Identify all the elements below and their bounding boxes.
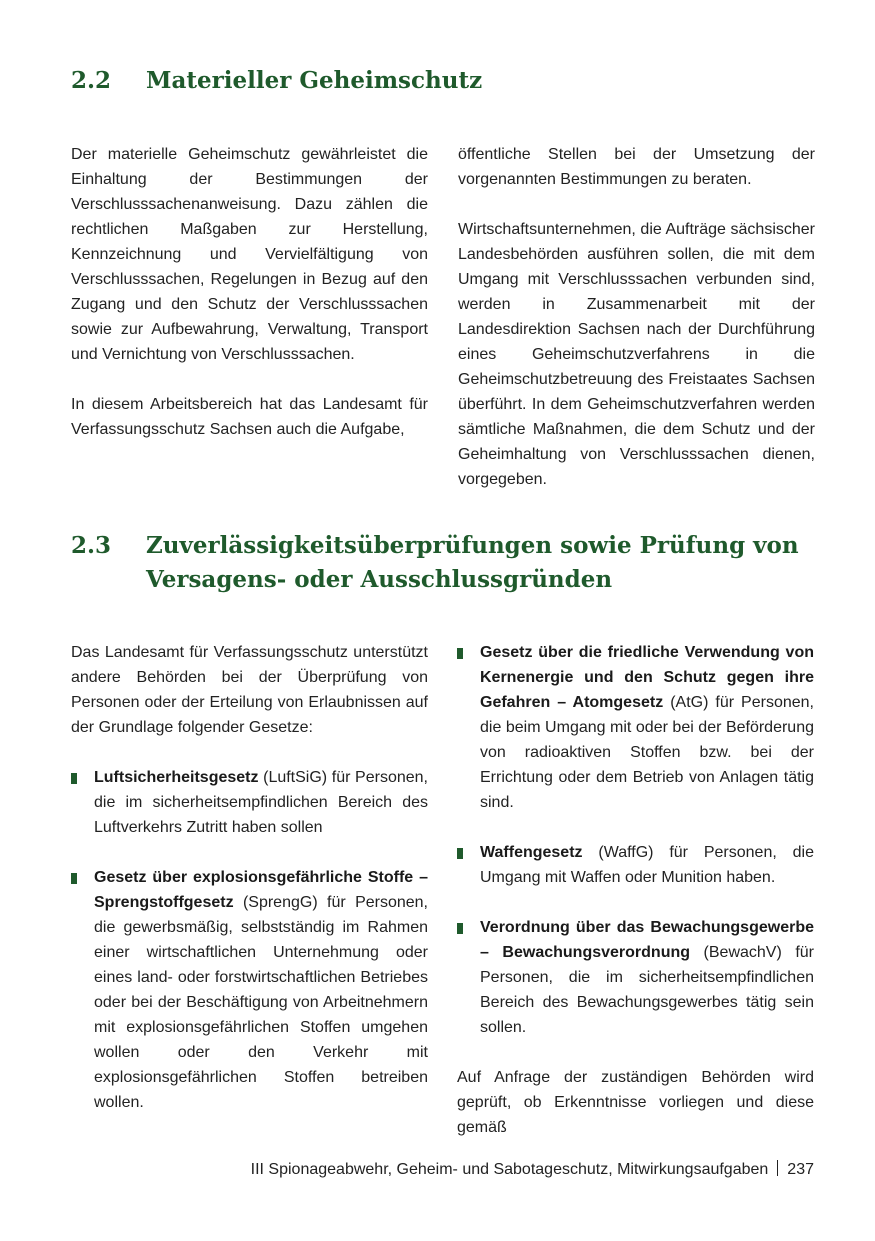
section-2-3-heading xyxy=(71,529,811,597)
law-list-item-waffg xyxy=(457,840,814,890)
section-number: 2.3 xyxy=(71,532,112,559)
section-title: Materieller Geheimschutz xyxy=(146,67,483,94)
law-name: Verordnung über das Bewachungsgewerbe – Bewachungsverordnung xyxy=(480,919,814,961)
bullet-icon xyxy=(457,648,463,659)
closing-paragraph: Auf Anfrage der zuständigen Behörden wird geprüft, ob Erkenntnisse vorliegen und diese gemäß xyxy=(457,1069,814,1136)
law-description: (AtG) für Personen, die beim Umgang mit oder bei der Beförderung von radioaktiven Stoffen bzw. bei der Errichtung oder dem Betrieb von Anlagen tätig sind. xyxy=(480,694,814,811)
law-description: (BewachV) für Personen, die im sicherheitsempfindlichen Bereich des Bewachungsgewerbes tätig sein sollen. xyxy=(480,944,815,1036)
law-list-item-sprengg xyxy=(71,865,428,1115)
chapter-title: III Spionageabwehr, Geheim- und Sabotageschutz, Mitwirkungsaufgaben xyxy=(250,1161,769,1178)
section-2-2-heading xyxy=(71,64,771,98)
law-list-item-luftsig xyxy=(71,765,428,840)
law-name: Gesetz über die friedliche Verwendung von Kernenergie und den Schutz gegen ihre Gefahren – Atomgesetz xyxy=(480,644,814,711)
law-name: Luftsicherheitsgesetz xyxy=(94,769,259,786)
law-list-item-bewachv xyxy=(457,915,814,1040)
section-title-line-1: Zuverlässigkeitsüberprüfungen sowie Prüfung von xyxy=(146,532,799,559)
law-description: (WaffG) für Personen, die Umgang mit Waffen oder Munition haben. xyxy=(480,844,814,886)
law-name: Waffengesetz xyxy=(480,844,583,861)
law-name: Gesetz über explosionsgefährliche Stoffe – Sprengstoffgesetz xyxy=(94,869,428,911)
section-number: 2.2 xyxy=(71,67,112,94)
footer-divider xyxy=(777,1160,778,1176)
section-2-3-left-column xyxy=(71,640,428,1115)
section-title-line-2: Versagens- oder Ausschlussgründen xyxy=(146,566,613,593)
bullet-icon xyxy=(71,773,77,784)
section-2-2-right-column xyxy=(458,142,815,492)
paragraph: öffentliche Stellen bei der Umsetzung der vorgenannten Bestimmungen zu beraten. xyxy=(458,146,815,188)
page-footer xyxy=(200,1160,814,1179)
paragraph: Wirtschaftsunternehmen, die Aufträge sächsischer Landesbehörden ausführen sollen, die mit dem Umgang mit Verschlusssachen verbunden sind, werden in Zusammenarbeit mit der Landesdirektion Sachsen nach der Durchführung eines Geheimschutzverfahrens in die Geheimschutzbetreuung des Freistaates Sachsen überführt. In dem Geheimschutzverfahren werden sämtliche Maßnahmen, die dem Schutz und der Geheimhaltung von Verschlusssachen dienen, vorgegeben. xyxy=(458,221,815,488)
section-2-2-left-column xyxy=(71,142,428,442)
bullet-icon xyxy=(457,848,463,859)
bullet-icon xyxy=(457,923,463,934)
law-description: (SprengG) für Personen, die gewerbsmäßig, selbstständig im Rahmen einer wirtschaftlichen Unternehmung oder eines land- oder forstwirtschaftlichen Betriebes oder bei der Beschäftigung von Arbeitnehmern mit explosionsgefährlichen Stoffen umgehen wollen oder den Verkehr mit explosionsgefährlichen Stoffen betreiben wollen. xyxy=(94,894,428,1111)
paragraph: In diesem Arbeitsbereich hat das Landesamt für Verfassungsschutz Sachsen auch die Aufgabe, xyxy=(71,396,428,438)
section-2-3-right-column xyxy=(457,640,814,1140)
intro-paragraph: Das Landesamt für Verfassungsschutz unterstützt andere Behörden bei der Überprüfung von Personen oder der Erteilung von Erlaubnissen auf der Grundlage folgender Gesetze: xyxy=(71,644,428,736)
law-description: (LuftSiG) für Personen, die im sicherheitsempfindlichen Bereich des Luftverkehrs Zutritt haben sollen xyxy=(94,769,428,836)
page-number: 237 xyxy=(787,1161,814,1178)
bullet-icon xyxy=(71,873,77,884)
paragraph: Der materielle Geheimschutz gewährleistet die Einhaltung der Bestimmungen der Verschlusssachenanweisung. Dazu zählen die rechtlichen Maßgaben zur Herstellung, Kennzeichnung und Vervielfältigung von Verschlusssachen, Regelungen in Bezug auf den Zugang und den Schutz der Verschlusssachen sowie zur Aufbewahrung, Verwaltung, Transport und Vernichtung von Verschlusssachen. xyxy=(71,146,428,363)
law-list-item-atg xyxy=(457,640,814,815)
